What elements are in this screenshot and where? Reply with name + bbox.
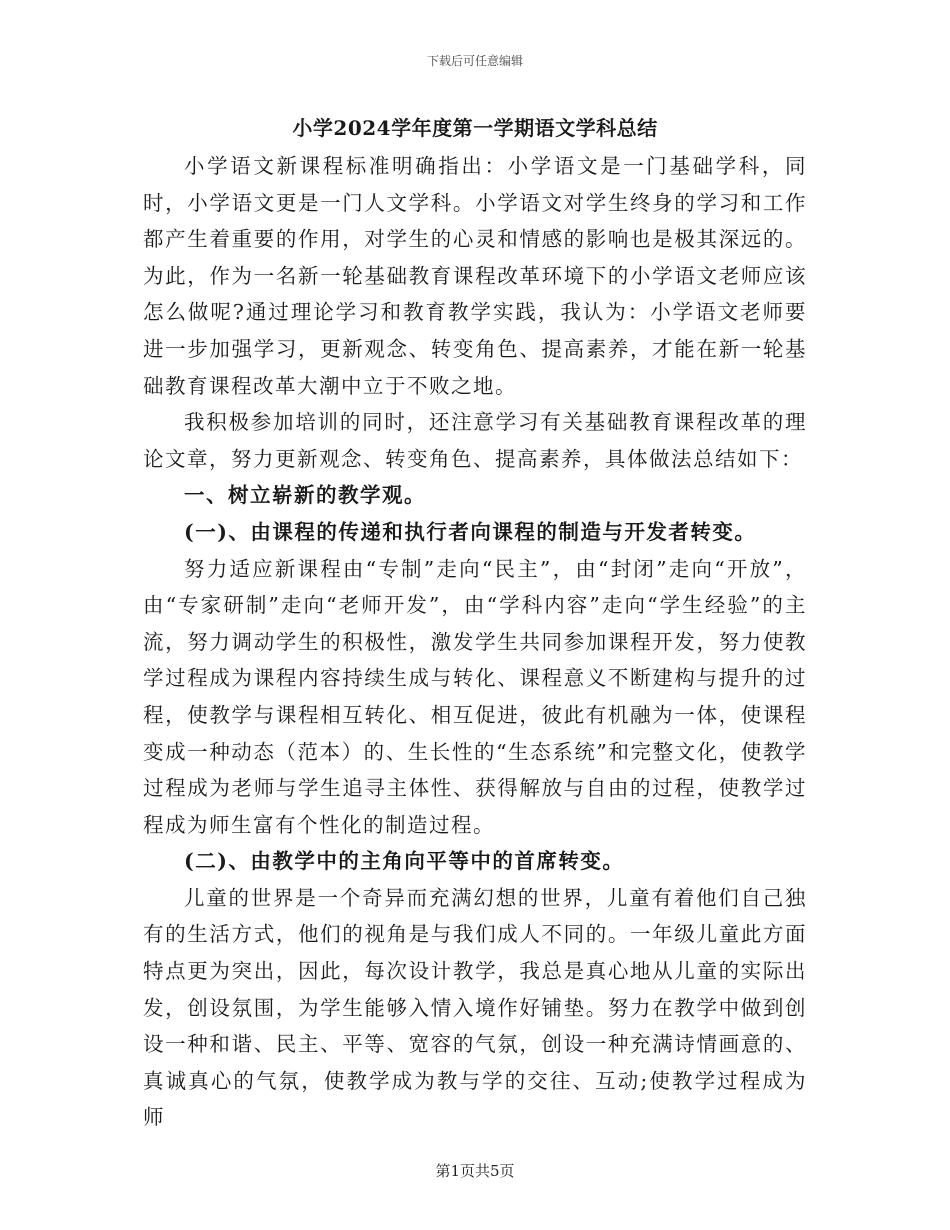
summary-intro-paragraph: 我积极参加培训的同时，还注意学习有关基础教育课程改革的理论文章，努力更新观念、转变角色、提高素养，具体做法总结如下： — [143, 410, 807, 471]
subsection-2-paragraph: 儿童的世界是一个奇异而充满幻想的世界，儿童有着他们自己独有的生活方式，他们的视角是与我们成人不同的。一年级儿童此方面特点更为突出，因此，每次设计教学，我总是真心地从儿童的实际出发，创设氛围，为学生能够入情入境作好铺垫。努力在教学中做到创设一种和谐、民主、平等、宽容的气氛，创设一种充满诗情画意的、真诚真心的气氛，使教学成为教与学的交往、互动;使教学过程成为师 — [143, 885, 807, 1130]
section-heading-1: 一、树立崭新的教学观。 — [184, 483, 426, 508]
document-content — [143, 108, 807, 1136]
subsection-1-paragraph: 努力适应新课程由“专制”走向“民主”，由“封闭”走向“开放”，由“专家研制”走向“老师开发”，由“学科内容”走向“学生经验”的主流，努力调动学生的积极性，激发学生共同参加课程开发，努力使教学过程成为课程内容持续生成与转化、课程意义不断建构与提升的过程，使教学与课程相互转化、相互促进，彼此有机融为一体，使课程变成一种动态（范本）的、生长性的“生态系统”和完整文化，使教学过程成为老师与学生追寻主体性、获得解放与自由的过程，使教学过程成为师生富有个性化的制造过程。 — [143, 556, 807, 837]
document-title: 小学2024学年度第一学期语文学科总结 — [292, 116, 658, 140]
subsection-heading-2: (二)、由教学中的主角向平等中的首席转变。 — [184, 849, 625, 874]
subsection-heading-1: (一)、由课程的传递和执行者向课程的制造与开发者转变。 — [184, 519, 757, 544]
header-note: 下载后可任意编辑 — [426, 54, 523, 68]
page-number: 第1页共5页 — [435, 1162, 515, 1180]
intro-paragraph: 小学语文新课程标准明确指出：小学语文是一门基础学科，同时，小学语文更是一门人文学科。小学语文对学生终身的学习和工作都产生着重要的作用，对学生的心灵和情感的影响也是极其深远的。为此，作为一名新一轮基础教育课程改革环境下的小学语文老师应该怎么做呢?通过理论学习和教育教学实践，我认为：小学语文老师要进一步加强学习，更新观念、转变角色、提高素养，才能在新一轮基础教育课程改革大潮中立于不败之地。 — [143, 154, 807, 398]
